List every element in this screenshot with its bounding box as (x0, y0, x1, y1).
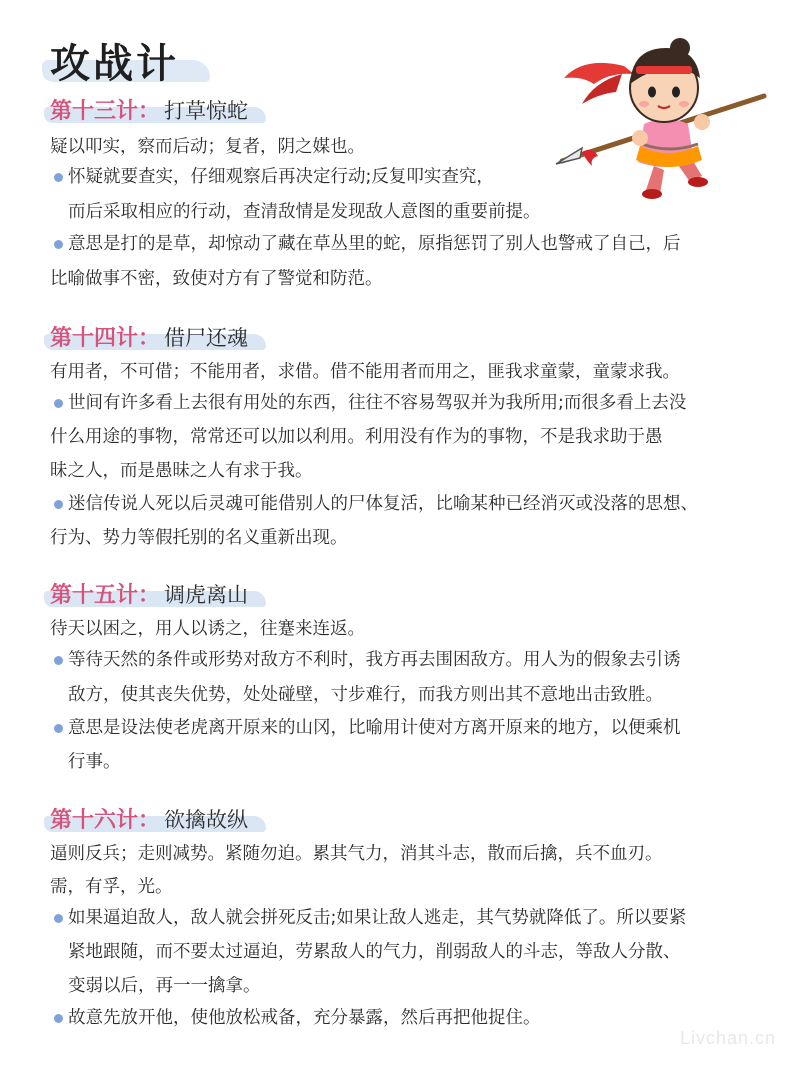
bullet-text: 比喻做事不密，致使对方有了警觉和防范。 (50, 269, 383, 289)
bullet-text: 意思是设法使老虎离开原来的山冈，比喻用计使对方离开原来的地方，以便乘机 (68, 718, 681, 738)
section-heading (36, 803, 276, 833)
bullet-dot (54, 173, 63, 182)
stratagem-name: 欲擒故纵 (164, 808, 248, 832)
bullet-text: 敌方，使其丧失优势，处处碰壁，寸步难行，而我方则出其不意地出击致胜。 (68, 685, 663, 705)
section-heading (36, 321, 276, 351)
bullet-dot (54, 399, 63, 408)
bullet-text: 意思是打的是草，却惊动了藏在草丛里的蛇，原指惩罚了别人也警戒了自己，后 (68, 234, 681, 254)
bullet-dot (54, 724, 63, 733)
bullet-text: 怀疑就要查实，仔细观察后再决定行动;反复叩实查究， (68, 167, 494, 187)
warrior-character-illustration (552, 26, 768, 206)
classic-quote: 待天以困之，用人以诱之，往蹇来连返。 (50, 619, 365, 639)
bullet-text: 行为、势力等假托别的名义重新出现。 (50, 528, 348, 548)
stratagem-number: 第十三计： (50, 99, 161, 124)
classic-quote: 逼则反兵；走则减势。紧随勿迫。累其气力，消其斗志，散而后擒，兵不血刃。 (50, 844, 663, 864)
stratagem-name: 打草惊蛇 (164, 99, 248, 123)
bullet-text: 如果逼迫敌人，敌人就会拼死反击;如果让敌人逃走，其气势就降低了。所以要紧 (68, 908, 687, 928)
bullet-dot (54, 914, 63, 923)
bullet-text: 故意先放开他，使他放松戒备，充分暴露，然后再把他捉住。 (68, 1008, 541, 1028)
section-heading (36, 94, 276, 124)
bullet-text: 变弱以后，再一一擒拿。 (68, 976, 261, 996)
bullet-text: 世间有许多看上去很有用处的东西，往往不容易驾驭并为我所用;而很多看上去没 (68, 393, 687, 413)
bullet-text: 什么用途的事物，常常还可以加以利用。利用没有作为的事物，不是我求助于愚 (50, 427, 663, 447)
bullet-text: 昧之人，而是愚昧之人有求于我。 (50, 461, 313, 481)
stratagem-number: 第十四计： (50, 326, 161, 351)
bullet-dot (54, 500, 63, 509)
title-block (36, 28, 211, 88)
bullet-text: 行事。 (68, 752, 121, 772)
classic-quote: 有用者，不可借；不能用者，求借。借不能用者而用之，匪我求童蒙，童蒙求我。 (50, 362, 680, 382)
stratagem-name: 调虎离山 (164, 583, 248, 607)
bullet-text: 而后采取相应的行动，查清敌情是发现敌人意图的重要前提。 (68, 202, 541, 222)
bullet-text: 紧地跟随，而不要太过逼迫，劳累敌人的气力，削弱敌人的斗志，等敌人分散、 (68, 942, 681, 962)
classic-quote: 需，有孚，光。 (50, 877, 173, 897)
bullet-text: 迷信传说人死以后灵魂可能借别人的尸体复活，比喻某种已经消灭或没落的思想、 (68, 494, 698, 514)
bullet-text: 等待天然的条件或形势对敌方不利时，我方再去围困敌方。用人为的假象去引诱 (68, 650, 681, 670)
classic-quote: 疑以叩实，察而后动；复者，阴之媒也。 (50, 137, 365, 157)
section-heading (36, 578, 276, 608)
bullet-dot (54, 656, 63, 665)
bullet-dot (54, 240, 63, 249)
stratagem-number: 第十五计： (50, 583, 161, 608)
stratagem-name: 借尸还魂 (164, 326, 248, 350)
page-title: 攻战计 (50, 40, 179, 87)
stratagem-number: 第十六计： (50, 808, 161, 833)
bullet-dot (54, 1014, 63, 1023)
watermark: Livchan.cn (679, 1028, 776, 1048)
